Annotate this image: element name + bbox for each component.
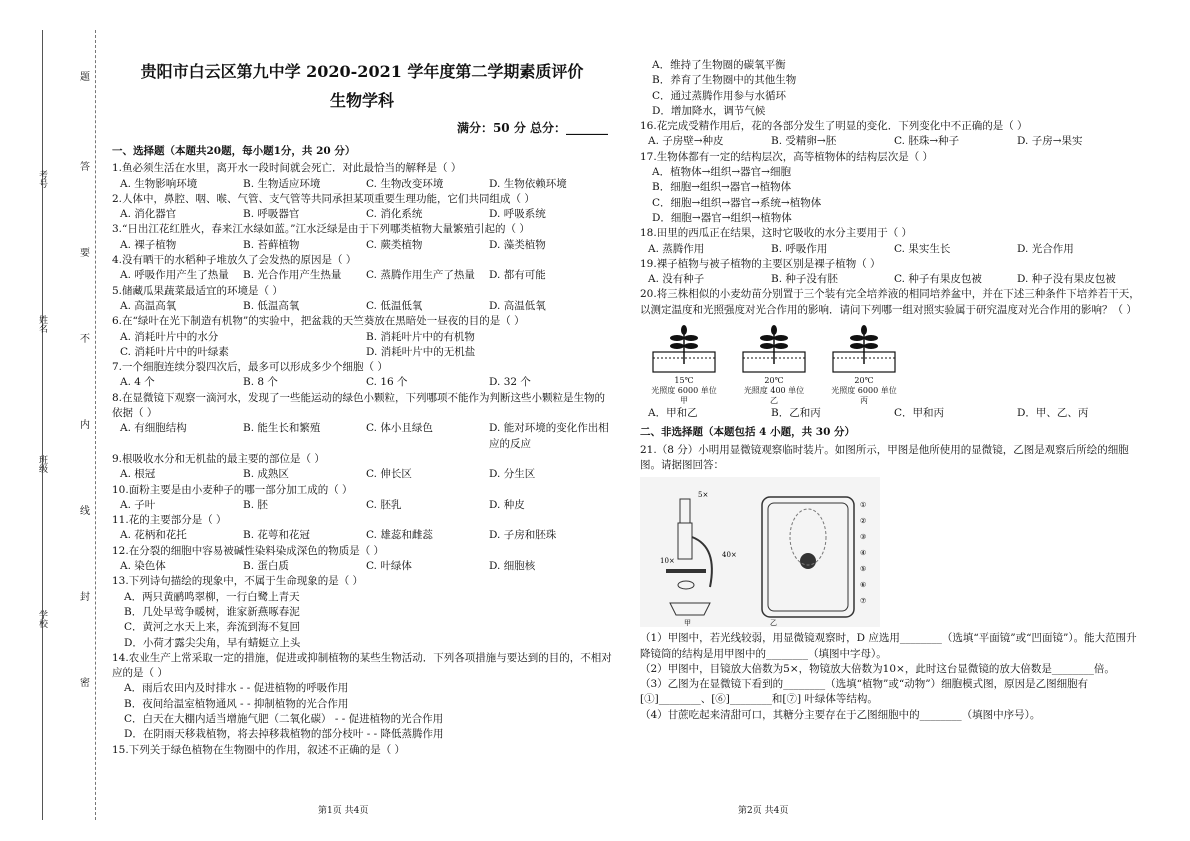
question-text: 18.田里的西瓜正在结果，这时它吸收的水分主要用于（ ） [640, 227, 913, 240]
option: C. 消化系统 [366, 208, 423, 221]
seedling-in-tray-icon [649, 324, 719, 376]
question-text: 1.鱼必须生活在水里，离开水一段时间就会死亡．对此最恰当的解释是（ ） [112, 162, 462, 175]
option: B. 受精卵→胚 [771, 135, 837, 148]
option: B. 成熟区 [243, 468, 289, 481]
option: D. 能对环境的变化作出相应的反应 [489, 422, 609, 450]
option: A. 子叶 [120, 498, 156, 511]
option: C．通过蒸腾作用参与水循环 [652, 89, 787, 102]
option: A. 根冠 [120, 468, 156, 481]
option: B．夜间给温室植物通风 - - 抑制植物的光合作用 [124, 697, 349, 710]
question-text: 20.将三株相似的小麦幼苗分别置于三个装有完全培养液的相同培养盆中，并在下述三种条件下培养若干天，以测定温度和光照强度对光合作用的影响．请问下列哪一组对照实验属于研究温度对光合作用的影响？（ ） [640, 288, 1140, 316]
option: C. 蒸腾作用生产了热量 [366, 269, 475, 282]
plant-temp: 20℃ [854, 376, 874, 386]
seal-char: 要 [80, 248, 90, 259]
question-text: 8.在显微镜下观察一滴河水，发现了一些能运动的绿色小颗粒，下列哪项不能作为判断这些小颗粒是生物的依据（ ） [112, 391, 606, 420]
question-text: 7.一个细胞连续分裂四次后，最多可以形成多少个细胞（ ） [112, 361, 388, 374]
option: B. 种子没有胚 [771, 273, 838, 286]
option: A. 生物影响环境 [120, 177, 198, 190]
option: A. 高温高氧 [120, 299, 177, 312]
question-options [112, 681, 612, 742]
question-list [640, 58, 1140, 318]
score-line: 满分：50 分 总分：_______ [456, 121, 608, 135]
left-column [112, 58, 612, 758]
question-options [112, 207, 612, 222]
seal-line [95, 30, 96, 820]
question-options [112, 375, 612, 390]
section-heading: 一、选择题（本题共20题，每小题1分，共 20 分） [112, 145, 356, 157]
question-text: 3.“日出江花红胜火，春来江水绿如蓝。”江水泛绿是由于下列哪类植物大量繁殖引起的（ ） [112, 223, 530, 236]
question-text: 13.下列诗句描绘的现象中，不属于生命现象的是（ ） [112, 575, 364, 588]
seal-char: 题 [80, 72, 90, 83]
plant-light: 光照度 6000 单位 [831, 386, 897, 396]
option: C. 种子有果皮包被 [894, 273, 982, 286]
option: A. 蒸腾作用 [648, 242, 705, 255]
cell-label: ③ [860, 533, 867, 542]
question-options [112, 467, 612, 482]
binding-margin [0, 0, 100, 841]
option: C．甲和丙 [894, 407, 945, 420]
option: A．甲和乙 [648, 407, 698, 420]
question-21-part: （1）甲图中，若光线较弱，用显微镜观察时，D 应选用________（选填“平面镜”或“凹面镜”）。能大范围升降镜筒的结构是用甲图中的________（填图中字母）。 [640, 632, 1137, 660]
margin-line [42, 30, 43, 820]
question-text: 16.花完成受精作用后，花的各部分发生了明显的变化．下列变化中不正确的是（ ） [640, 120, 1028, 133]
plant-setup [734, 324, 814, 406]
option: B. 胚 [243, 498, 268, 511]
option: D．增加降水，调节气候 [652, 104, 766, 117]
option: B．几处早莺争暖树，谁家新燕啄春泥 [124, 605, 300, 618]
option: B. 花萼和花冠 [243, 529, 310, 542]
question-text: 14.农业生产上常采取一定的措施，促进或抑制植物的某些生物活动．下列各项措施与要达到的目的，不相对应的是（ ） [112, 651, 612, 680]
figure-label: 甲 [684, 619, 691, 628]
option: C. 蕨类植物 [366, 238, 423, 251]
question-text: 17.生物体都有一定的结构层次，高等植物体的结构层次是（ ） [640, 150, 934, 163]
option: B．细胞→组织→器官→植物体 [652, 181, 792, 194]
option: B．乙和丙 [771, 407, 821, 420]
figure-label: 乙 [770, 619, 777, 628]
option: B. 8 个 [243, 376, 278, 389]
option: D. 细胞核 [489, 560, 536, 573]
question-options [112, 268, 612, 283]
question-text: 15.下列关于绿色植物在生物圈中的作用，叙述不正确的是（ ） [112, 743, 406, 756]
option: A. 消化器官 [120, 208, 177, 221]
seal-char: 封 [80, 592, 90, 603]
option: C. 叶绿体 [366, 560, 412, 573]
option: B．养育了生物圈中的其他生物 [652, 74, 797, 87]
question-21-intro: 21.（8 分）小明用显微镜观察临时装片。如图所示，甲图是他所使用的显微镜，乙图是观察后所绘的细胞图。请据图回答： [640, 443, 1129, 471]
seal-char: 不 [80, 334, 90, 345]
seedling-in-tray-icon [829, 324, 899, 376]
option: A．植物体→组织→器官→细胞 [652, 166, 791, 179]
question-options [112, 177, 612, 192]
option: D. 都有可能 [489, 269, 546, 282]
option: C. 生物改变环境 [366, 177, 444, 190]
seal-char: 内 [80, 420, 90, 431]
question-options [112, 528, 612, 543]
option: A．雨后农田内及时排水 - - 促进植物的呼吸作用 [124, 682, 349, 695]
question-list [112, 161, 612, 758]
question-21-part: （4）甘蔗吃起来清甜可口，其糖分主要存在于乙图细胞中的________（填图中序号）。 [640, 708, 1041, 721]
question-text: 12.在分裂的细胞中容易被碱性染料染成深色的物质是（ ） [112, 544, 385, 557]
question-options [640, 272, 1140, 287]
option: B. 生物适应环境 [243, 177, 321, 190]
option: C．白天在大棚内适当增施气肥（二氧化碳） - - 促进植物的光合作用 [124, 712, 444, 725]
option: B. 光合作用产生热量 [243, 269, 342, 282]
seal-char: 密 [80, 678, 90, 689]
question-21-part: （2）甲图中，目镜放大倍数为5×，物镜放大倍数为10×，此时这台显微镜的放大倍数是________倍。 [640, 662, 1115, 675]
option: D. 种子没有果皮包被 [1017, 273, 1116, 286]
option: D. 子房和胚珠 [489, 529, 557, 542]
cell-label: ⑦ [860, 597, 867, 606]
eyepiece-label: 5× [698, 491, 709, 500]
question-options [112, 299, 612, 314]
question-options [112, 590, 612, 651]
option: B. 蛋白质 [243, 560, 289, 573]
question-options [640, 134, 1140, 149]
plant-temp: 15℃ [674, 376, 694, 386]
question-text: 2.人体中，鼻腔、咽、喉、气管、支气管等共同承担某项重要生理功能，它们共同组成（ ） [112, 192, 535, 205]
option: B. 消耗叶片中的有机物 [366, 330, 475, 343]
plant-temp: 20℃ [764, 376, 784, 386]
option: C. 胚珠→种子 [894, 135, 960, 148]
label-exam-no: 考号 [37, 170, 47, 188]
cell-label: ④ [860, 549, 867, 558]
seal-char: 线 [80, 506, 90, 517]
label-school: 学校 [37, 610, 47, 628]
objective-label: 40× [722, 551, 737, 560]
option: C. 雄蕊和雌蕊 [366, 529, 433, 542]
question-text: 6.在“绿叶在光下制造有机物”的实验中，把盆栽的天竺葵放在黑暗处一昼夜的目的是（ ） [112, 315, 525, 328]
plant-setup [824, 324, 904, 406]
microscope-and-cell-diagram [640, 477, 880, 627]
option: B. 呼吸作用 [771, 242, 828, 255]
option: D. 子房→果实 [1017, 135, 1083, 148]
option: A. 呼吸作用产生了热量 [120, 269, 229, 282]
option: C. 16 个 [366, 376, 408, 389]
option: A. 消耗叶片中的水分 [120, 330, 219, 343]
option: D．在阴雨天移栽植物，将去掉移栽植物的部分枝叶 - - 降低蒸腾作用 [124, 728, 444, 741]
objective-label: 10× [660, 557, 675, 566]
question-text: 19.裸子植物与被子植物的主要区别是裸子植物（ ） [640, 257, 881, 270]
option: A. 染色体 [120, 560, 166, 573]
cell-label: ⑥ [860, 581, 867, 590]
option: A. 没有种子 [648, 273, 705, 286]
option: A. 子房壁→种皮 [648, 135, 724, 148]
option: D. 分生区 [489, 468, 536, 481]
question-text: 4.没有晒干的水稻种子堆放久了会发热的原因是（ ） [112, 254, 357, 267]
option: C. 伸长区 [366, 468, 412, 481]
exam-title: 贵阳市白云区第九中学 2020-2021 学年度第二学期素质评价 [140, 62, 584, 81]
cell-label: ⑤ [860, 565, 867, 574]
plant-light: 光照度 6000 单位 [651, 386, 717, 396]
question-text: 9.根吸收水分和无机盐的最主要的部位是（ ） [112, 452, 325, 465]
option: A．两只黄鹂鸣翠柳，一行白鹭上青天 [124, 590, 300, 603]
option: B. 能生长和繁殖 [243, 422, 321, 435]
cell-label: ② [860, 517, 867, 526]
cell-label: ① [860, 501, 867, 510]
option: C．细胞→组织→器官→系统→植物体 [652, 196, 822, 209]
question-options [112, 330, 612, 361]
option: B. 苔藓植物 [243, 238, 300, 251]
option: D. 光合作用 [1017, 242, 1074, 255]
question-options [112, 421, 612, 452]
microscope-figure [640, 477, 880, 627]
option: D. 藻类植物 [489, 238, 546, 251]
option: D. 种皮 [489, 498, 525, 511]
label-name: 姓名 [37, 315, 47, 333]
option: A. 有细胞结构 [120, 422, 187, 435]
page-footer-right: 第2页 共4页 [738, 806, 789, 816]
question-options [640, 165, 1140, 226]
q20-options [640, 406, 1140, 421]
section-heading: 二、非选择题（本题包括 4 小题，共 30 分） [640, 426, 856, 439]
plant-label: 乙 [770, 396, 778, 406]
option: C. 消耗叶片中的叶绿素 [120, 345, 229, 358]
option: D．小荷才露尖尖角，早有蜻蜓立上头 [124, 636, 301, 649]
plant-setup [644, 324, 724, 406]
option: C．黄河之水天上来，奔流到海不复回 [124, 621, 301, 634]
option: C. 胚乳 [366, 498, 402, 511]
option: C. 果实生长 [894, 242, 951, 255]
question-text: 5.储藏瓜果蔬菜最适宜的环境是（ ） [112, 284, 283, 297]
question-text: 10.面粉主要是由小麦种子的哪一部分加工成的（ ） [112, 483, 353, 496]
label-class: 班级 [37, 455, 47, 473]
page-footer-left: 第1页 共4页 [318, 806, 369, 816]
question-options [112, 498, 612, 513]
plant-light: 光照度 400 单位 [743, 386, 805, 396]
question-options [112, 238, 612, 253]
option: D. 呼吸系统 [489, 208, 546, 221]
option: D．细胞→器官→组织→植物体 [652, 211, 792, 224]
option: A．维持了生物圈的碳氧平衡 [652, 59, 786, 71]
option: B. 呼吸器官 [243, 208, 300, 221]
seal-char: 答 [80, 162, 90, 173]
option: D．甲、乙、丙 [1017, 407, 1089, 420]
seedling-in-tray-icon [739, 324, 809, 376]
option: A. 裸子植物 [120, 238, 177, 251]
plant-label: 丙 [860, 396, 868, 406]
option: D. 高温低氧 [489, 299, 546, 312]
question-text: 11.花的主要部分是（ ） [112, 514, 227, 527]
question-options [640, 58, 1140, 119]
question-options [640, 242, 1140, 257]
option: C. 低温低氧 [366, 299, 423, 312]
option: A. 4 个 [120, 376, 155, 389]
option: A. 花柄和花托 [120, 529, 187, 542]
option: D. 生物依赖环境 [489, 177, 567, 190]
option: C. 体小且绿色 [366, 422, 433, 435]
option: D. 32 个 [489, 376, 531, 389]
experiment-figure [644, 324, 1140, 406]
question-options [112, 559, 612, 574]
question-21-part: （3）乙图为在显微镜下看到的________（选填“植物”或“动物”）细胞模式图，原因是乙图细胞有[①]________、[⑥]________和[⑦] 叶绿体等结构。 [640, 678, 1089, 706]
option: D. 消耗叶片中的无机盐 [366, 345, 476, 358]
right-column [640, 58, 1140, 723]
option: B. 低温高氧 [243, 299, 300, 312]
plant-label: 甲 [680, 396, 688, 406]
exam-subject: 生物学科 [329, 91, 394, 110]
